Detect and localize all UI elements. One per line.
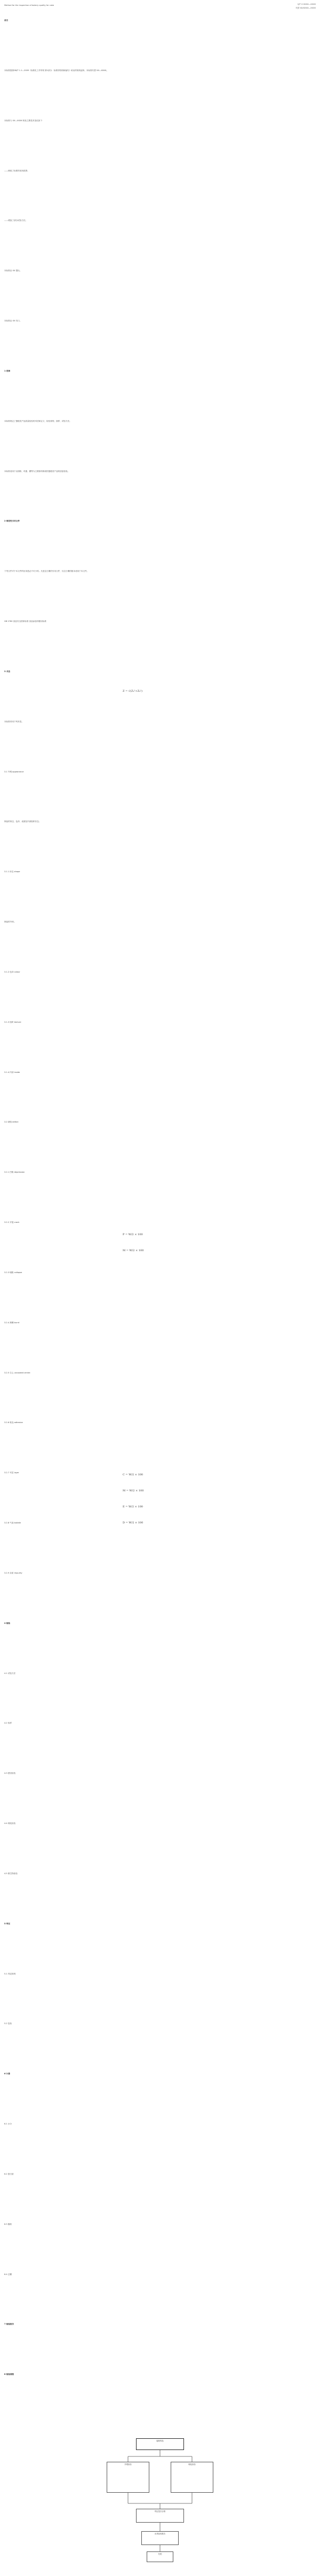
body-line: 本标准按照GB/T 1.1—2009《标准化工作导则 第1部分：标准的结构和编写》给出的规则起草。本标准代替 XX—XXXX。 <box>4 69 108 72</box>
section-heading: 前言 <box>4 19 9 21</box>
body-line: 3.2.8 气泡 bubble <box>4 1522 21 1524</box>
equation: D = W/2 × 100 <box>123 1521 143 1524</box>
header-left: Method for the inspection of bakery quality for cake <box>4 4 54 6</box>
section-heading: 8 检验流程 <box>4 2373 14 2376</box>
body-line: 4.5 微生物检验 <box>4 1872 18 1875</box>
body-line: 3.1.1 形态 shape <box>4 871 20 873</box>
header-right-top: Q/T X XXXX—XXXX <box>297 3 316 5</box>
section-heading: 7 检验报告 <box>4 2323 14 2326</box>
body-line: 3.1 外观 appearance <box>4 770 24 773</box>
body-line: 3.2.3 塌陷 collapse <box>4 1271 22 1274</box>
section-heading: 6 计算 <box>4 2073 10 2075</box>
body-line: 3.2 缺陷 defect <box>4 1121 19 1124</box>
body-line: 本标准由 XX 归口。 <box>4 320 22 322</box>
body-line: 3.2.7 夹层 layer <box>4 1472 19 1474</box>
equation: C = W/2 × 100 <box>123 1473 143 1476</box>
flow-node-bottom-left: 出具检验报告 <box>141 2531 179 2545</box>
equation: E = W/2 × 100 <box>123 1505 143 1508</box>
body-line: 6.3 脂肪 <box>4 2223 12 2225</box>
body-line: 3.2.6 粘连 adhesion <box>4 1421 23 1424</box>
body-line: ——修改了标准的适用范围； <box>4 169 29 172</box>
body-line: 制品的外形。 <box>4 921 16 923</box>
body-line: ——增加了部分试验方法。 <box>4 219 28 222</box>
equation: Z = √(Z₁²+Z₂²) <box>123 690 143 693</box>
body-line: 4.3 感官检验 <box>4 1772 16 1775</box>
body-line: GB 2760 食品安全国家标准 食品添加剂使用标准 <box>4 620 46 622</box>
flow-node-left: 外观检验 <box>107 2462 149 2493</box>
body-line: 3.2.2 开裂 crack <box>4 1221 20 1223</box>
flow-node-bottom: 归档 <box>147 2551 173 2562</box>
flowchart <box>0 2434 320 2576</box>
flow-node-right: 理化检验 <box>171 2462 213 2493</box>
equation: P = W/2 × 100 <box>123 1233 143 1236</box>
body-line: 下列文件对于本文件的应用是必不可少的。凡是注日期的引用文件，仅注日期的版本适用于本文件。 <box>4 570 89 573</box>
body-line: 5.1 判定规则 <box>4 1972 16 1975</box>
header-right-sub: 代替 XX/XXXX—XXXX <box>295 7 316 9</box>
body-line: 本标准适用于以面粉、鸡蛋、糖等为主要原料制成的蛋糕类产品的质量检验。 <box>4 470 70 472</box>
section-heading: 5 判定 <box>4 1922 10 1925</box>
body-line: 6.1 水分 <box>4 2123 12 2125</box>
body-line: 3.1.4 内部 inside <box>4 1071 20 1073</box>
section-heading: 2 规范性引用文件 <box>4 520 20 523</box>
body-line: 3.2.4 焦糊 burnt <box>4 1321 20 1324</box>
body-line: 本标准规定了蛋糕类产品质量检验的术语和定义、检验规则、抽样、试验方法。 <box>4 420 71 422</box>
equation: M = W/2 × 100 <box>123 1249 144 1252</box>
body-line: 6.4 总糖 <box>4 2273 12 2275</box>
body-line: 本标准由 XX 提出。 <box>4 270 22 272</box>
flow-node-middle: 判定是否合格 <box>136 2509 184 2523</box>
body-line: 3.2.5 生心 uncooked centre <box>4 1371 30 1374</box>
equation: M = W/2 × 100 <box>123 1489 144 1492</box>
section-heading: 3 术语 <box>4 670 10 673</box>
flow-node-top: 接收样品 <box>136 2438 184 2450</box>
body-line: 4.4 理化检验 <box>4 1822 16 1824</box>
body-line: 本标准与 XX—XXXX 相比主要技术变化如下： <box>4 119 44 122</box>
body-line: 3.1.2 色泽 colour <box>4 970 20 973</box>
section-heading: 1 范围 <box>4 369 10 372</box>
section-heading: 4 检验 <box>4 1622 10 1624</box>
body-line: 3.2.1 凹陷 depression <box>4 1171 25 1174</box>
body-line: 5.2 复检 <box>4 2022 12 2025</box>
body-line: 6.2 蛋白质 <box>4 2172 14 2175</box>
body-line: 4.1 试验方法 <box>4 1672 16 1674</box>
body-line: 4.2 取样 <box>4 1722 12 1725</box>
body-line: 本标准采用下列术语。 <box>4 720 23 723</box>
body-line: 制品的形态、色泽、表面及内部组织状态。 <box>4 820 41 823</box>
body-line: 3.1.3 组织 texture <box>4 1021 21 1023</box>
body-line: 3.2.9 杂质 impurity <box>4 1571 22 1574</box>
